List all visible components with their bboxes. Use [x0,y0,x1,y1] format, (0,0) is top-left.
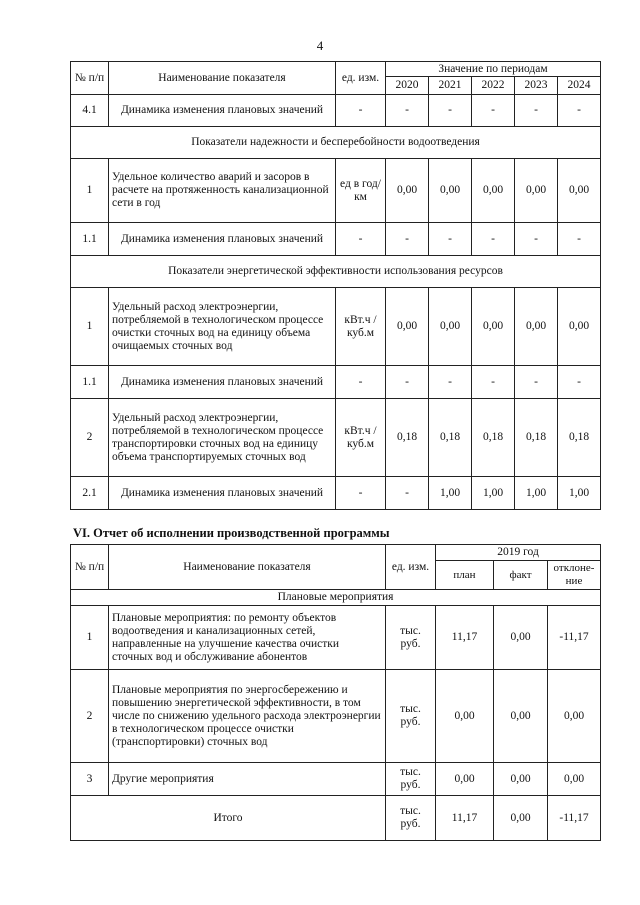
table-row: 4.1 Динамика изменения плановых значений - - - - - - [71,95,601,127]
total-row: Итого тыс. руб. 11,17 0,00 -11,17 [71,796,601,841]
indicators-table [70,61,601,510]
section-reliability: Показатели надежности и бесперебойности водоотведения [71,127,601,159]
section-planned: Плановые мероприятия [71,590,601,606]
header-year: 2020 [386,77,429,95]
header-num: № п/п [71,62,109,95]
header-num: № п/п [71,545,109,590]
table-row: 1.1 Динамика изменения плановых значений - - - - - - [71,366,601,399]
header-year: 2024 [558,77,601,95]
header-unit: ед. изм. [386,545,436,590]
header-fact: факт [494,561,548,590]
table-row: 1 Удельное количество аварий и засоров в расчете на протяженность канализационной сети в год ед в год/ км 0,00 0,00 0,00 0,00 0,00 [71,159,601,223]
header-year: 2023 [515,77,558,95]
page-number: 4 [316,38,324,53]
table-row: 2.1 Динамика изменения плановых значений - - 1,00 1,00 1,00 1,00 [71,477,601,510]
header-year: 2019 год [436,545,601,561]
program-report-table [70,544,601,841]
header-periods: Значение по периодам [386,62,601,77]
table-row: 1 Удельный расход электроэнергии, потребляемой в технологическом процессе очистки сточных вод на единицу объема очищаемых сточных вод кВт.ч / куб.м 0,00 0,00 0,00 0,00 0,00 [71,288,601,366]
header-name: Наименование показателя [109,62,336,95]
table-row: 2 Удельный расход электроэнергии, потребляемой в технологическом процессе транспортировки сточных вод на единицу объема транспортируемых сточных вод кВт.ч / куб.м 0,18 0,18 0,18 0,18 0,18 [71,399,601,477]
header-year: 2022 [472,77,515,95]
header-deviation: отклоне-ние [548,561,601,590]
header-plan: план [436,561,494,590]
table-row: 3 Другие мероприятия тыс. руб. 0,00 0,00 0,00 [71,763,601,796]
section-energy: Показатели энергетической эффективности использования ресурсов [71,256,601,288]
table-row: 1 Плановые мероприятия: по ремонту объектов водоотведения и канализационных сетей, направленные на улучшение качества очистки сточных вод и обслуживание абонентов тыс. руб. 11,17 0,00 -11,17 [71,606,601,670]
header-unit: ед. изм. [336,62,386,95]
section-title: VI. Отчет об исполнении производственной программы [73,526,390,540]
table-row: 1.1 Динамика изменения плановых значений - - - - - - [71,223,601,256]
table-row: 2 Плановые мероприятия по энергосбережению и повышению энергетической эффективности, в том числе по снижению удельного расхода электроэнергии в технологическом процессе очистки (транспортировки) сточных вод тыс. руб. 0,00 0,00 0,00 [71,670,601,763]
header-name: Наименование показателя [109,545,386,590]
header-year: 2021 [429,77,472,95]
